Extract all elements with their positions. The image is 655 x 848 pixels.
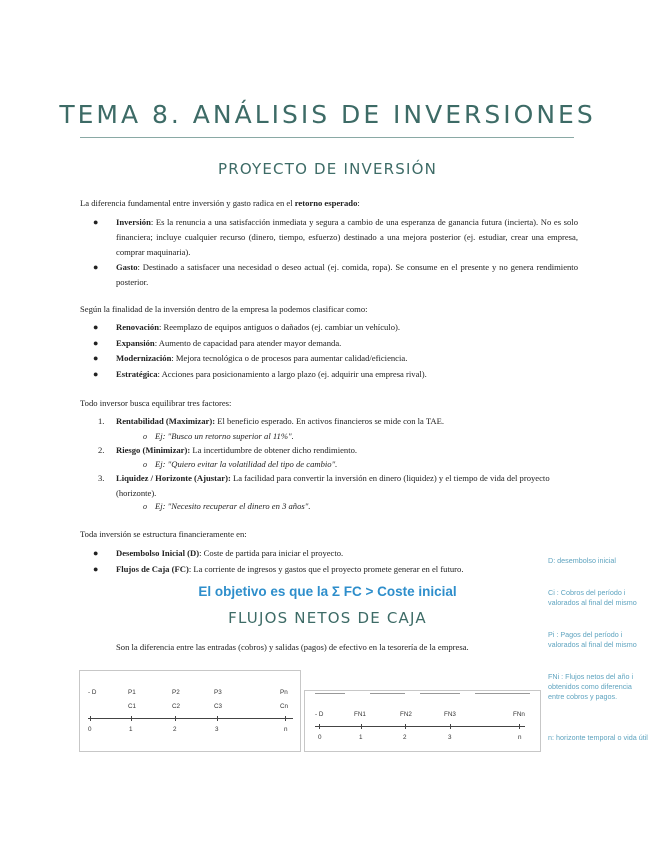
diagram2-tick [319, 724, 320, 729]
diagram1-label-pn: Pn [280, 689, 288, 696]
diagram1-tick [217, 716, 218, 721]
factor-example: o Ej: "Necesito recuperar el dinero en 3 años". [155, 499, 575, 514]
diagram2-tick [405, 724, 406, 729]
list-item: ● Modernización: Mejora tecnológica o de procesos para aumentar calidad/eficiencia. [116, 351, 578, 366]
diagram1-label-c2: C2 [172, 703, 181, 710]
classification-intro: Según la finalidad de la inversión dentro de la empresa la podemos clasificar como: [80, 304, 368, 314]
circle-bullet-icon: o [143, 460, 147, 469]
legend-pagos: Pi : Pagos del período i valorados al final del mismo [548, 630, 637, 649]
bullet-icon: ● [93, 564, 99, 574]
bullet-icon: ● [93, 262, 99, 272]
bullet-icon: ● [93, 322, 99, 332]
list-item: ● Flujos de Caja (FC): La corriente de ingresos y gastos que el proyecto promete generar en el futuro. [116, 562, 536, 577]
structure-intro: Toda inversión se estructura financieramente en: [80, 529, 247, 539]
page-title: TEMA 8. ANÁLISIS DE INVERSIONES [59, 100, 596, 129]
section-heading-flujos: FLUJOS NETOS DE CAJA [228, 609, 427, 627]
diagram1-label-p2: P2 [172, 689, 180, 696]
list-item: ● Desembolso Inicial (D): Coste de partida para iniciar el proyecto. [116, 546, 536, 561]
diagram2-label-fnn: FNn [513, 711, 525, 718]
diagram1-axis-n: n [284, 726, 288, 733]
diagram2-axis-n: n [518, 734, 522, 741]
factor-item: 3. Liquidez / Horizonte (Ajustar): La facilidad para convertir la inversión en dinero (liquidez) y el tiempo de vida del proyecto (horizonte). [98, 473, 550, 498]
diagram2-dash [475, 693, 530, 694]
list-item: ● Expansión: Aumento de capacidad para atender mayor demanda. [116, 336, 578, 351]
diagram1-tick [90, 716, 91, 721]
legend-cobros: Ci : Cobros del período i valorados al final del mismo [548, 588, 637, 607]
diagram2-tick [361, 724, 362, 729]
diagram1-label-c1: C1 [128, 703, 137, 710]
diagram1-axis [88, 718, 293, 719]
section-heading-proyecto: PROYECTO DE INVERSIÓN [217, 160, 438, 178]
bullet-icon: ● [93, 353, 99, 363]
diagram1-axis-3: 3 [215, 726, 219, 733]
diagram2-dash [420, 693, 460, 694]
legend-horizonte: n: horizonte temporal o vida útil [548, 733, 648, 742]
intro-paragraph: La diferencia fundamental entre inversión y gasto radica en el retorno esperado: [80, 198, 360, 208]
diagram2-dash [315, 693, 345, 694]
factor-item: 1. Rentabilidad (Maximizar): El beneficio esperado. En activos financieros se mide con la TAE. [98, 416, 445, 426]
diagram1-label-c3: C3 [214, 703, 223, 710]
diagram2-axis-3: 3 [448, 734, 452, 741]
legend-flujos-netos: FNi : Flujos netos del año i obtenidos como diferencia entre cobros y pagos. [548, 672, 634, 701]
diagram1-tick [175, 716, 176, 721]
title-rule [80, 137, 574, 138]
legend-desembolso: D: desembolso inicial [548, 556, 616, 565]
circle-bullet-icon: o [143, 432, 147, 441]
diagram2-label-d: - D [315, 711, 324, 718]
bullet-icon: ● [93, 338, 99, 348]
cashflow-diagram-cobros-pagos [79, 670, 301, 752]
cashflow-diagram-flujos-netos [304, 690, 541, 752]
flujos-paragraph: Son la diferencia entre las entradas (cobros) y salidas (pagos) de efectivo en la tesorería de la empresa. [116, 642, 469, 652]
diagram2-axis [315, 726, 525, 727]
diagram1-tick [131, 716, 132, 721]
bullet-icon: ● [93, 548, 99, 558]
list-item: ● Gasto: Destinado a satisfacer una necesidad o deseo actual (ej. comida, ropa). Se consume en el presente y no genera rendimiento posterior. [93, 262, 578, 287]
bullet-icon: ● [93, 369, 99, 379]
diagram2-tick [450, 724, 451, 729]
diagram1-axis-2: 2 [173, 726, 177, 733]
diagram2-axis-0: 0 [318, 734, 322, 741]
diagram1-label-cn: Cn [280, 703, 289, 710]
diagram2-tick [519, 724, 520, 729]
diagram2-label-fn2: FN2 [400, 711, 412, 718]
circle-bullet-icon: o [143, 502, 147, 511]
diagram2-label-fn1: FN1 [354, 711, 366, 718]
diagram1-tick [285, 716, 286, 721]
diagram2-axis-1: 1 [359, 734, 363, 741]
objective-highlight: El objetivo es que la Σ FC > Coste inicial [198, 584, 457, 599]
factors-intro: Todo inversor busca equilibrar tres factores: [80, 398, 232, 408]
diagram2-label-fn3: FN3 [444, 711, 456, 718]
diagram1-label-p3: P3 [214, 689, 222, 696]
factor-item: 2. Riesgo (Minimizar): La incertidumbre de obtener dicho rendimiento. [98, 445, 358, 455]
diagram2-dash [370, 693, 405, 694]
diagram1-label-d: - D [88, 689, 97, 696]
diagram1-label-p1: P1 [128, 689, 136, 696]
diagram1-axis-0: 0 [88, 726, 92, 733]
list-item: ● Inversión: Es la renuncia a una satisfacción inmediata y segura a cambio de una esperanza de ganancia futura (incierta). No es solo financiera; incluye cualquier recurso (dinero, tiempo, esfuerzo) destinado a una mejora posterior (ej. estudiar, crear una empresa, comprar maquinaria). [93, 217, 578, 257]
list-item: ● Estratégica: Acciones para posicionamiento a largo plazo (ej. adquirir una empresa rival). [116, 367, 578, 382]
factor-example: o Ej: "Busco un retorno superior al 11%". [155, 429, 575, 444]
list-item: ● Renovación: Reemplazo de equipos antiguos o dañados (ej. cambiar un vehículo). [116, 320, 578, 335]
factor-example: o Ej: "Quiero evitar la volatilidad del tipo de cambio". [155, 457, 575, 472]
diagram2-axis-2: 2 [403, 734, 407, 741]
diagram1-axis-1: 1 [129, 726, 133, 733]
bullet-icon: ● [93, 217, 99, 227]
